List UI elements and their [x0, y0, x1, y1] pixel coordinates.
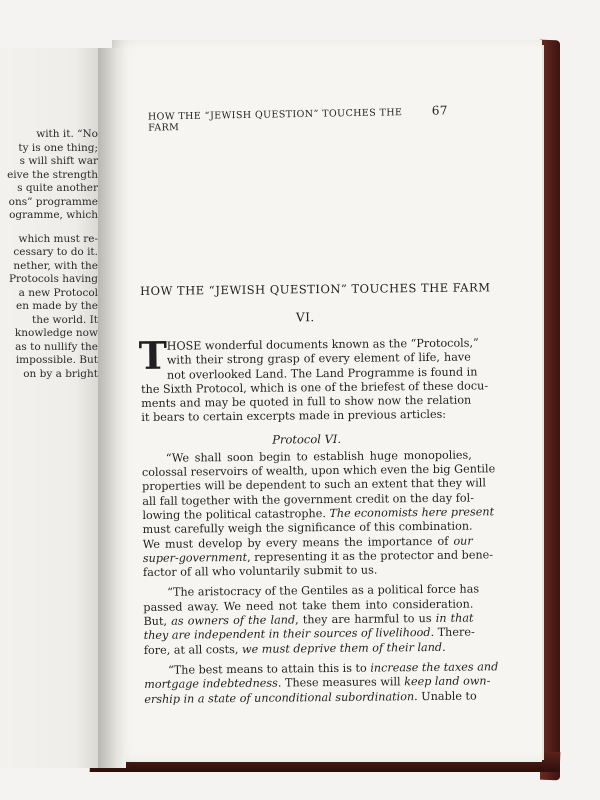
italic-run: The economists here present — [329, 505, 495, 520]
page-body — [138, 280, 499, 707]
italic-run: increase the taxes and — [370, 660, 499, 675]
paragraph-line: ments and may be quoted in full to show now the relation — [141, 393, 472, 411]
left-line: the world. It — [32, 313, 98, 326]
left-line-gap — [0, 223, 98, 233]
text-run: But, — [143, 614, 168, 629]
left-line: with it. “No — [36, 128, 98, 140]
paragraph-line: with their strong grasp of every element of life, have — [166, 350, 471, 368]
italic-run: we must deprive them of their land — [241, 640, 443, 656]
left-line: cessary to do it. — [13, 246, 98, 258]
left-line: which must re- — [18, 232, 98, 245]
left-line: s quite another — [17, 182, 98, 194]
paragraph-line: not overlooked Land. The Land Programme is found in — [166, 365, 478, 382]
text-run: fore, at all costs, — [143, 642, 239, 657]
left-line: knowledge now — [14, 327, 98, 339]
text-run: . These measures will — [277, 675, 401, 690]
italic-run: our — [453, 534, 473, 548]
italic-run: they are independent in their sources of livelihood — [143, 626, 431, 643]
protocol-paragraph-1 — [141, 448, 496, 580]
paragraph-line: “The aristocracy of the Gentiles as a political force has — [167, 582, 480, 600]
left-line: ogramme, which — [9, 209, 98, 221]
text-run: lowing the political catastrophe. — [142, 507, 326, 522]
protocol-heading: Protocol VI. — [272, 431, 342, 447]
left-page — [0, 48, 112, 768]
text-run: , representing it as the protector and bene- — [246, 548, 494, 564]
italic-run: keep land own- — [404, 674, 491, 689]
text-run: We must develop by every means the importance of — [142, 534, 449, 551]
book-gutter — [98, 48, 126, 768]
italic-run: super-government — [142, 550, 248, 565]
paragraph-line: properties will be dependent to such an extent that they will — [142, 476, 486, 494]
protocol-paragraph-3 — [144, 660, 499, 706]
running-head — [148, 103, 448, 133]
chapter-title: HOW THE “JEWISH QUESTION” TOUCHES THE FARM — [140, 280, 491, 298]
paragraph-line: all fall together with the government credit on the day fol- — [142, 491, 474, 508]
paragraph-line: it bears to certain excerpts made in previous articles: — [141, 408, 447, 425]
paragraph-line: “We shall soon begin to establish huge monopolies, — [165, 448, 472, 465]
left-line: Protocols having — [8, 273, 98, 285]
paragraph-line: passed away. We need not take them into consideration. — [143, 597, 474, 614]
left-line: as to nullify the — [15, 340, 98, 353]
left-line: eive the strength — [7, 168, 98, 181]
running-head-title: HOW THE “JEWISH QUESTION” TOUCHES THE FARM — [147, 107, 403, 134]
left-line: en made by the — [16, 300, 98, 312]
left-line: s will shift war — [19, 155, 98, 167]
intro-paragraph — [138, 332, 489, 426]
italic-run: mortgage indebtedness — [144, 676, 278, 692]
left-line: on by a bright — [23, 367, 98, 380]
left-line: a new Protocol — [18, 286, 98, 299]
left-line: impossible. But — [15, 354, 98, 366]
paragraph-line: factor of all who voluntarily submit to us. — [142, 563, 378, 580]
italic-run: ership in a state of unconditional subordination — [144, 689, 415, 706]
text-run: , they are harmful to us — [295, 612, 432, 627]
left-line: ons” programme — [8, 195, 98, 208]
text-run: . There- — [430, 625, 475, 640]
paragraph-line: must carefully weigh the significance of this combination. — [142, 519, 473, 537]
text-run: “The best means to attain this is to — [167, 661, 367, 677]
paragraph-line: colossal reservoirs of wealth, upon which even the big Gentile — [141, 462, 496, 480]
text-run: . Unable to — [414, 689, 477, 703]
drop-cap: T — [138, 332, 168, 379]
paragraph-line: the Sixth Protocol, which is one of the briefest of these docu- — [141, 379, 489, 396]
left-line: ty is one thing; — [18, 141, 98, 154]
paragraph-line: HOSE wonderful documents known as the “Protocols,” — [166, 336, 479, 353]
text-run: . — [441, 640, 446, 654]
italic-run: as owners of the land — [171, 613, 296, 628]
italic-run: in that — [435, 611, 474, 625]
page-number: 67 — [431, 103, 449, 118]
left-page-text — [0, 128, 98, 381]
protocol-paragraph-2 — [143, 582, 480, 658]
chapter-number: VI. — [295, 310, 315, 325]
left-line: nether, with the — [13, 259, 98, 272]
